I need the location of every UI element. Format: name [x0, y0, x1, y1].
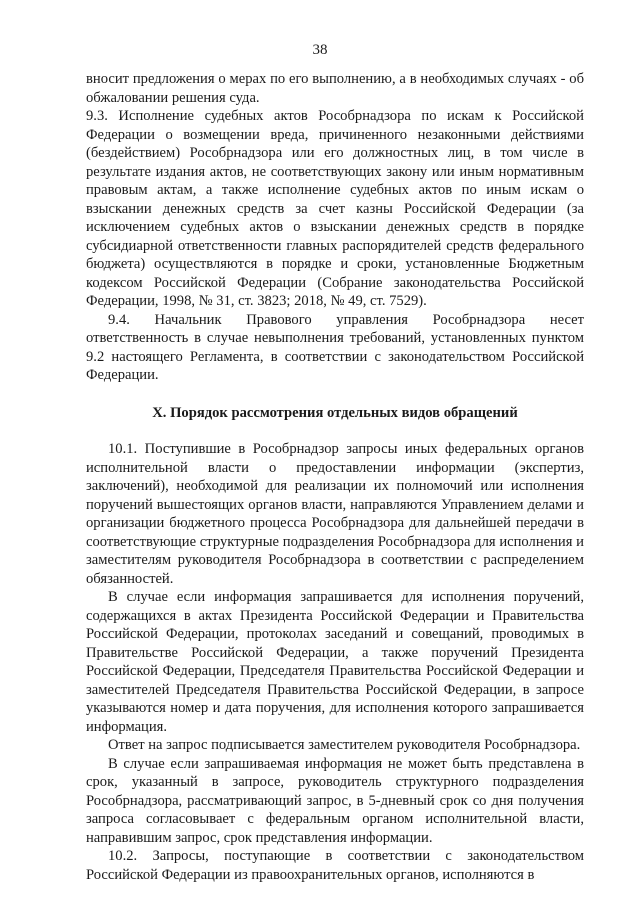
- paragraph-10-1: 10.1. Поступившие в Рособрнадзор запросы иных федеральных органов исполнительной власти о предоставлении информации (экспертиз, заключений), необходимой для реализации их полномочий или исполнения поручений вышестоящих органов власти, направляются Управлением делами и организации бюджетного процесса Рособрнадзора для дальнейшей передачи в соответствующие структурные подразделения Рособрнадзора для исполнения и заместителям руководителя Рособрнадзора в соответствии с распределением обязанностей.: [86, 441, 584, 587]
- paragraph-10-2: 10.2. Запросы, поступающие в соответствии с законодательством Российской Федерации из правоохранительных органов, исполняются в: [86, 848, 584, 883]
- section-heading: X. Порядок рассмотрения отдельных видов обращений: [152, 404, 518, 421]
- document-body: [86, 70, 584, 884]
- paragraph-9-4: 9.4. Начальник Правового управления Рособрнадзора несет ответственность в случае невыполнения требований, установленных пунктом 9.2 настоящего Регламента, в соответствии с законодательством Российской Федерации.: [86, 311, 584, 383]
- paragraph-deadline: В случае если запрашиваемая информация не может быть представлена в срок, указанный в запросе, руководитель структурного подразделения Рособрнадзора, рассматривающий запрос, в 5-дневный срок со дня получения запроса согласовывает с федеральным органом исполнительной власти, направившим запрос, срок представления информации.: [86, 755, 584, 846]
- paragraph-request-orders: В случае если информация запрашивается для исполнения поручений, содержащихся в актах Президента Российской Федерации и Правительства Российской Федерации, протоколах заседаний и совещаний, проводимых в Правительстве Российской Федерации, а также поручений Президента Российской Федерации, Председателя Правительства Российской Федерации и заместителей Председателя Правительства Российской Федерации, в запросе указываются номер и дата поручения, для исполнения которого запрашивается информация.: [86, 589, 584, 735]
- paragraph-9-3: 9.3. Исполнение судебных актов Рособрнадзора по искам к Российской Федерации о возмещении вреда, причиненного незаконными действиями (бездействием) Рособрнадзора или его должностных лиц, в том числе в результате издания актов, не соответствующих закону или иным нормативным правовым актам, а также исполнение судебных актов по иным искам о взыскании денежных средств за счет казны Российской Федерации (за исключением судебных актов о взыскании денежных средств в порядке субсидиарной ответственности главных распорядителей средств федерального бюджета) осуществляются в порядке и сроки, установленные Бюджетным кодексом Российской Федерации (Собрание законодательства Российской Федерации, 1998, № 31, ст. 3823; 2018, № 49, ст. 7529).: [86, 108, 584, 309]
- page-number: 38: [312, 42, 328, 58]
- paragraph-answer-signature: Ответ на запрос подписывается заместителем руководителя Рособрнадзора.: [108, 737, 581, 753]
- paragraph-continuation: вносит предложения о мерах по его выполнению, а в необходимых случаях - об обжаловании решения суда.: [86, 71, 584, 106]
